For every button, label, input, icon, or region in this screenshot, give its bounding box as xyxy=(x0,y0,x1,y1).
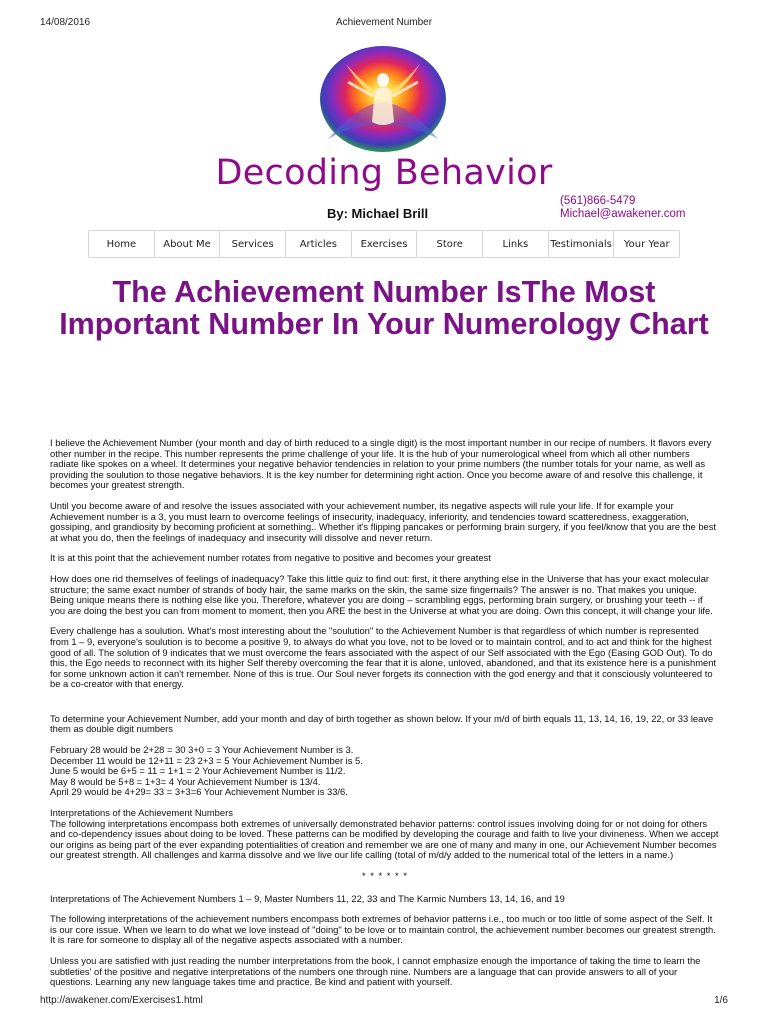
paragraph-example-3: Until you become aware of and resolve the issues associated with your achievement number, its negative aspects will rule your life. If for example your Achievement number is a 3, you must learn to overcome feelings of insecurity, inadequacy, inferiority, and tendencies toward scatteredness, exaggeration, gossiping, and grandiosity by becoming proficient at something.. Whether it's flipping pancakes or performing brain surgery, if you feel/know that you are the best at what you do, then the feelings of inadequacy and insecurity will dissolve and never return. xyxy=(50,499,717,543)
nav-item-about-me[interactable]: About Me xyxy=(155,231,221,257)
article-title: The Achievement Number IsThe Most Important Number In Your Numerology Chart xyxy=(59,275,709,341)
paragraph-intro: I believe the Achievement Number (your month and day of birth reduced to a single digit) is the most important number in our recipe of numbers. It flavors every other number in the recipe. This number represents the prime challenge of your life. It is the hub of your numerological wheel from which all other numbers radiate like spokes on a wheel. It determines your negative behavior tendencies in relation to your prime numbers (the number totals for your name, as well as providing the soulution to those negative behaviors. It is the key number for determining right action. Once you become aware of and resolve this challenge, it becomes your greatest strength. xyxy=(50,437,712,491)
paragraph-interpretations: The following interpretations encompass both extremes of universally demonstrated behavior patterns: control issues involving doing for or not doing for others and co-dependency issues about doing to be loved. These patterns can be modified by developing the courage and faith to live your divineness. When we accept our origins as being part of the ever expanding potentialities of creation and remember we are one of many and many in one, our Achievement Number becomes our greatest strength. All challenges and karma dissolve and we live our life calling (total of m/d/y added to the numerical total of the letters in a name.) xyxy=(50,817,719,861)
paragraph-learn-subtleties: Unless you are satisfied with just reading the number interpretations from the book, I cannot emphasize enough the importance of taking the time to learn the subtleties' of the positive and negative interpretations of the numbers one through nine. Numbers are a language that can provide answers to all of your questions. Learning any new language takes time and practice. Be kind and patient with yourself. xyxy=(50,954,701,988)
example-line: April 29 would be 4+29= 33 = 3+3=6 Your Achievement Number is 33/6. xyxy=(50,786,348,798)
nav-item-store[interactable]: Store xyxy=(417,231,483,257)
nav-item-home[interactable]: Home xyxy=(89,231,155,257)
paragraph-how-to-determine: To determine your Achievement Number, add your month and day of birth together as shown below. If your m/d of birth equals 11, 13, 14, 16, 19, 22, or 33 leave them as double digit numbers xyxy=(50,712,714,735)
example-line: February 28 would be 2+28 = 30 3+0 = 3 Your Achievement Number is 3. xyxy=(50,744,354,756)
author-byline: By: Michael Brill xyxy=(327,206,429,221)
contact-phone[interactable]: (561)866-5479 xyxy=(560,195,636,207)
nav-item-exercises[interactable]: Exercises xyxy=(352,231,418,257)
interpretations-heading: Interpretations of the Achievement Numbers xyxy=(50,807,233,819)
paragraph-rotation: It is at this point that the achievement number rotates from negative to positive and becomes your greatest xyxy=(50,552,491,564)
paragraph-interpretations-title: Interpretations of The Achievement Numbers 1 – 9, Master Numbers 11, 22, 33 and The Karmic Numbers 13, 14, 16, and 19 xyxy=(50,892,565,904)
contact-info xyxy=(560,195,685,221)
site-brand-name[interactable]: Decoding Behavior xyxy=(215,153,553,193)
contact-email[interactable]: Michael@awakener.com xyxy=(560,208,686,220)
nav-item-testimonials[interactable]: Testimonials xyxy=(549,231,615,257)
print-date: 14/08/2016 xyxy=(40,17,91,28)
nav-item-articles[interactable]: Articles xyxy=(286,231,352,257)
nav-item-services[interactable]: Services xyxy=(220,231,286,257)
paragraph-following-interpretations: The following interpretations of the achievement numbers encompass both extremes of behavior patterns i.e., too much or too little of some aspect of the Self. It is our core issue. When we learn to do what we love instead of "doing" to be love or to maintain control, the achievement number becomes our greatest strength. It is rare for someone to display all of the negative aspects associated with a number. xyxy=(50,913,716,946)
spiritual-figure-rainbow-logo-icon xyxy=(318,44,448,154)
main-nav xyxy=(88,230,680,258)
print-header xyxy=(40,17,728,31)
print-footer xyxy=(40,995,728,1009)
example-line: June 5 would be 6+5 = 11 = 1+1 = 2 Your Achievement Number is 11/2. xyxy=(50,765,346,777)
example-line: December 11 would be 12+11 = 23 2+3 = 5 Your Achievement Number is 5. xyxy=(50,754,363,766)
example-line: May 8 would be 5+8 = 1+3= 4 Your Achievement Number is 13/4. xyxy=(50,775,321,787)
examples-list xyxy=(50,745,720,798)
paragraph-quiz: How does one rid themselves of feelings of inadequacy? Take this little quiz to find out: first, it there anything else in the Universe that has your exact molecular structure; the same exact number of strands of body hair, the same marks on the skin, the same size fingernails? The answer is no. That makes you unique. Being unique means there is nothing else like you. Therefore, whatever you are doing – scrambling eggs, performing brain surgery, or brushing your teeth -- if you are doing the best you can from moment to moment, then you ARE the best in the Universe at what you are doing. Own this concept, it will change your life. xyxy=(50,572,713,616)
print-page-title: Achievement Number xyxy=(335,17,433,28)
paragraph-soulution: Every challenge has a soulution. What's most interesting about the "soulution" to the Achievement Number is that regardless of which number is represented from 1 – 9, everyone's soulution is to become a positive 9, to always do what you love, not to be loved or to maintain control, and to act and think for the highest good of all. The solution of 9 indicates that we must overcome the fears associated with the aspect of our Self associated with the Ego (Easing GOD Out). To do this, the Ego needs to reconnect with its higher Self thereby overcoming the fear that it is alone, unloved, abandoned, and that its existence here is a punishment for some unknown action it can't remember. None of this is true. Our Soul never forgets its connection with the god energy and that it consciously volunteered to be a co-creator with that energy. xyxy=(50,625,717,690)
site-logo[interactable] xyxy=(318,44,448,154)
nav-item-your-year[interactable]: Your Year xyxy=(623,238,670,250)
print-page-number: 1/6 xyxy=(714,995,728,1006)
nav-item-links[interactable]: Links xyxy=(483,231,549,257)
print-url[interactable]: http://awakener.com/Exercises1.html xyxy=(40,995,203,1006)
article-body xyxy=(50,438,720,998)
section-divider-stars: * * * * * * xyxy=(362,870,408,881)
